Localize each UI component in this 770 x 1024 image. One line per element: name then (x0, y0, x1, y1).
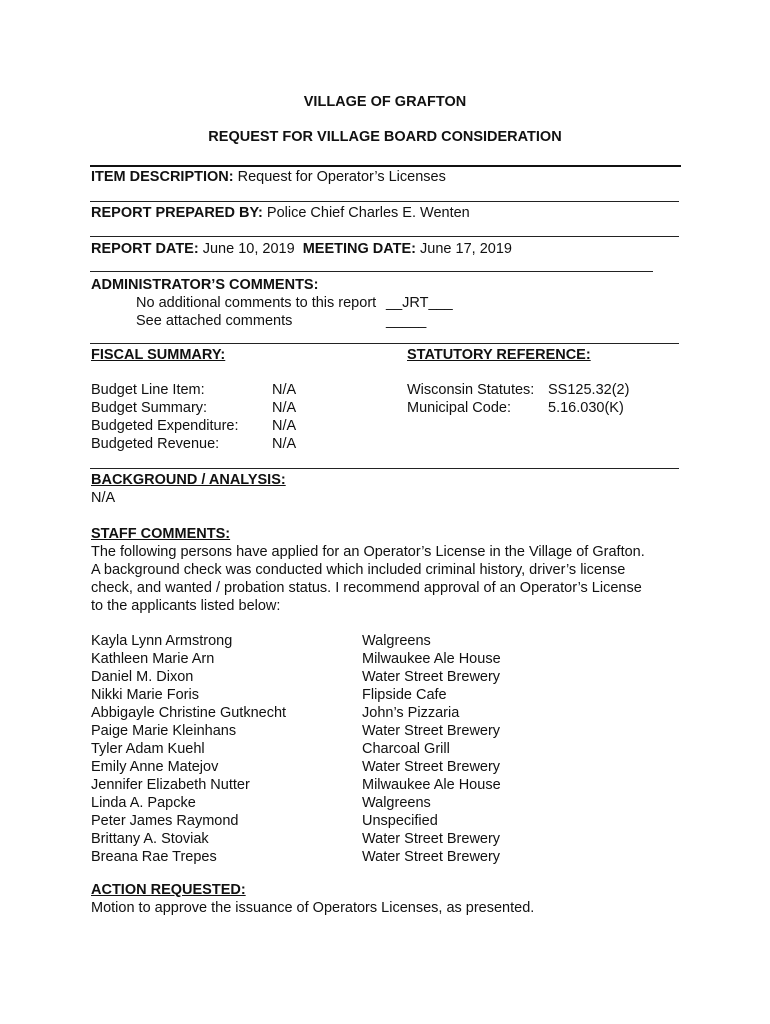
fiscal-row-value: N/A (272, 436, 297, 452)
applicant-employer: Unspecified (362, 813, 438, 829)
applicant-employer: Charcoal Grill (362, 741, 450, 757)
applicant-employer: John’s Pizzaria (362, 705, 460, 721)
applicant-employer: Water Street Brewery (362, 759, 501, 775)
applicant-employer: Milwaukee Ale House (362, 777, 501, 793)
applicant-name: Daniel M. Dixon (91, 669, 194, 685)
applicant-name: Emily Anne Matejov (91, 759, 219, 775)
admin-comment-line-2: See attached comments (136, 313, 293, 329)
divider (90, 271, 653, 272)
applicant-employer: Water Street Brewery (362, 723, 501, 739)
applicant-employer: Walgreens (362, 795, 431, 811)
fiscal-summary-names (91, 381, 239, 453)
applicant-name: Paige Marie Kleinhans (91, 723, 237, 739)
header-divider (90, 165, 681, 167)
applicant-employers (362, 632, 501, 866)
applicant-name: Kayla Lynn Armstrong (91, 633, 233, 649)
fiscal-row-name: Budgeted Revenue: (91, 436, 220, 452)
document-title: VILLAGE OF GRAFTON (303, 94, 467, 110)
admin-comment-line-1: No additional comments to this report (136, 295, 377, 311)
prepared-by-value: Police Chief Charles E. Wenten (266, 205, 470, 221)
staff-comment-line: A background check was conducted which included criminal history, driver’s license (91, 562, 626, 578)
fiscal-summary-values (272, 381, 296, 453)
report-date-label: REPORT DATE: (91, 241, 199, 257)
prepared-by-label: REPORT PREPARED BY: (91, 205, 263, 221)
applicant-name: Kathleen Marie Arn (91, 651, 215, 667)
applicant-name: Peter James Raymond (91, 813, 239, 829)
background-analysis-label: BACKGROUND / ANALYSIS: (91, 472, 286, 488)
meeting-date-value: June 17, 2019 (420, 241, 512, 257)
applicant-employer: Water Street Brewery (362, 831, 501, 847)
staff-comments-label: STAFF COMMENTS: (91, 526, 231, 542)
staff-comment-line: to the applicants listed below: (91, 598, 281, 614)
item-description-value: Request for Operator’s Licenses (237, 169, 446, 185)
report-date-value: June 10, 2019 (202, 241, 295, 257)
staff-comments-text (91, 543, 645, 615)
fiscal-summary-label: FISCAL SUMMARY: (91, 347, 226, 363)
fiscal-row-name: Budget Line Item: (91, 382, 205, 398)
applicant-name: Breana Rae Trepes (91, 849, 217, 865)
divider (90, 201, 679, 202)
document-subtitle: REQUEST FOR VILLAGE BOARD CONSIDERATION (208, 129, 562, 145)
staff-comment-line: check, and wanted / probation status. I recommend approval of an Operator’s License (91, 580, 642, 596)
report-dates (91, 240, 512, 258)
report-prepared-by (91, 204, 470, 222)
applicant-names (91, 632, 286, 866)
background-analysis-text: N/A (91, 490, 116, 506)
applicant-name: Linda A. Papcke (91, 795, 196, 811)
statutory-row-value: SS125.32(2) (548, 382, 630, 398)
fiscal-row-name: Budget Summary: (91, 400, 208, 416)
meeting-date-label: MEETING DATE: (302, 241, 417, 257)
applicant-employer: Milwaukee Ale House (362, 651, 501, 667)
item-description (91, 168, 446, 186)
applicant-employer: Walgreens (362, 633, 431, 649)
applicant-name: Nikki Marie Foris (91, 687, 199, 703)
applicant-name: Brittany A. Stoviak (91, 831, 209, 847)
fiscal-row-value: N/A (272, 418, 297, 434)
staff-comment-line: The following persons have applied for an Operator’s License in the Village of Grafton. (91, 544, 645, 560)
statutory-row-name: Municipal Code: (407, 400, 511, 416)
statutory-row-name: Wisconsin Statutes: (407, 382, 535, 398)
fiscal-row-value: N/A (272, 382, 297, 398)
fiscal-row-value: N/A (272, 400, 297, 416)
applicant-name: Tyler Adam Kuehl (91, 741, 205, 757)
divider (90, 236, 679, 237)
applicant-employer: Flipside Cafe (362, 687, 447, 703)
statutory-reference-label: STATUTORY REFERENCE: (407, 347, 591, 363)
action-requested-label: ACTION REQUESTED: (91, 882, 246, 898)
divider (90, 343, 679, 344)
fiscal-row-name: Budgeted Expenditure: (91, 418, 239, 434)
action-requested-text: Motion to approve the issuance of Operators Licenses, as presented. (91, 900, 535, 916)
admin-initials-mark: __JRT___ (386, 295, 453, 311)
statutory-names (407, 381, 534, 417)
applicant-name: Jennifer Elizabeth Nutter (91, 777, 250, 793)
applicant-employer: Water Street Brewery (362, 849, 501, 865)
statutory-row-value: 5.16.030(K) (548, 400, 624, 416)
item-description-label: ITEM DESCRIPTION: (91, 169, 234, 185)
divider (90, 468, 679, 469)
admin-attached-mark: _____ (386, 313, 427, 329)
admin-comments-label: ADMINISTRATOR’S COMMENTS: (91, 277, 319, 293)
applicant-name: Abbigayle Christine Gutknecht (91, 705, 287, 721)
applicant-employer: Water Street Brewery (362, 669, 501, 685)
